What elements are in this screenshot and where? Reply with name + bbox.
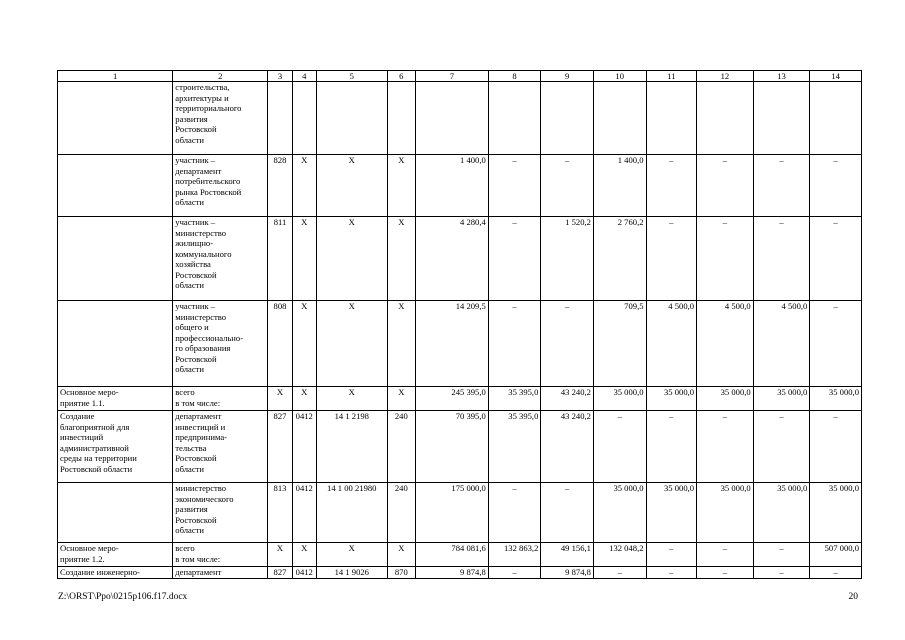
table-cell: 35 000,0 [697,387,754,411]
column-header: 13 [753,71,810,82]
table-cell: 0412 [292,411,316,483]
table-cell: – [488,301,541,387]
table-cell: всего в том числе: [173,387,268,411]
table-cell: 4 500,0 [697,301,754,387]
table-cell: – [810,217,862,301]
table-cell: X [316,301,387,387]
table-cell: – [593,567,646,579]
table-cell: 245 395,0 [415,387,488,411]
table-cell: 132 048,2 [593,543,646,567]
table-row [58,387,862,411]
table-cell: 14 209,5 [415,301,488,387]
table-cell: – [646,217,697,301]
table-cell: X [316,155,387,217]
table-cell: – [541,483,594,543]
table-cell: 2 760,2 [593,217,646,301]
column-header: 4 [292,71,316,82]
table-cell: 784 081,6 [415,543,488,567]
table-cell: – [488,483,541,543]
table-cell: 70 395,0 [415,411,488,483]
table-cell: 4 280,4 [415,217,488,301]
table-cell: министерство экономического развития Ростовской области [173,483,268,543]
table-cell [415,82,488,155]
table-row [58,411,862,483]
table-cell: 1 400,0 [593,155,646,217]
table-cell: департамент инвестиций и предпринима- тельства Ростовской области [173,411,268,483]
table-cell [646,82,697,155]
table-cell: – [541,155,594,217]
table-cell: – [753,155,810,217]
table-cell: – [593,411,646,483]
table-cell: 49 156,1 [541,543,594,567]
table-cell: 828 [268,155,292,217]
table-cell: 9 874,8 [415,567,488,579]
table-cell: X [387,155,415,217]
table-cell: 14 1 00 21980 [316,483,387,543]
table-cell [810,82,862,155]
table-cell [488,82,541,155]
file-path: Z:\ORST\Ppo\0215p106.f17.docx [58,592,188,602]
table-cell: 827 [268,411,292,483]
table-cell: 35 000,0 [810,387,862,411]
table-cell: – [810,301,862,387]
table-cell: 35 000,0 [646,483,697,543]
table-cell [268,82,292,155]
table-cell: X [387,301,415,387]
column-header: 6 [387,71,415,82]
table-cell: 507 000,0 [810,543,862,567]
column-header: 12 [697,71,754,82]
table-cell [316,82,387,155]
table-cell: 35 000,0 [810,483,862,543]
table-cell: X [268,543,292,567]
table-cell: X [316,387,387,411]
table-cell: – [646,567,697,579]
table-cell: X [316,217,387,301]
table-cell: 132 863,2 [488,543,541,567]
table-cell [58,155,173,217]
table-cell: – [646,411,697,483]
table-cell: 35 000,0 [753,483,810,543]
table-cell: 240 [387,411,415,483]
table-cell: 827 [268,567,292,579]
table-cell: 43 240,2 [541,411,594,483]
table-cell: X [292,155,316,217]
table-row [58,82,862,155]
table-cell: 35 000,0 [646,387,697,411]
table-cell [387,82,415,155]
table-cell: X [292,387,316,411]
table-cell: всего в том числе: [173,543,268,567]
table-cell: Создание инженерно- [58,567,173,579]
table-cell: – [753,411,810,483]
table-cell [58,217,173,301]
table-cell: департамент [173,567,268,579]
table-cell: – [697,155,754,217]
column-header: 14 [810,71,862,82]
table-cell: 808 [268,301,292,387]
table-cell: – [753,543,810,567]
table-cell: 35 000,0 [753,387,810,411]
page-number: 20 [848,592,858,602]
column-header: 1 [58,71,173,82]
table-cell: 9 874,8 [541,567,594,579]
column-header: 8 [488,71,541,82]
table-cell: – [753,567,810,579]
table-cell: 4 500,0 [646,301,697,387]
table-cell: 35 000,0 [697,483,754,543]
table-cell [593,82,646,155]
table-cell: участник – министерство жилищно- коммунального хозяйства Ростовской области [173,217,268,301]
table-cell: – [488,217,541,301]
column-header: 11 [646,71,697,82]
table-cell: – [541,301,594,387]
table-cell [58,301,173,387]
column-header: 9 [541,71,594,82]
column-header: 2 [173,71,268,82]
table-cell: 0412 [292,567,316,579]
table-cell: X [268,387,292,411]
table-cell: – [488,155,541,217]
column-header: 10 [593,71,646,82]
column-header: 5 [316,71,387,82]
table-cell: X [387,543,415,567]
table-cell: – [488,567,541,579]
table-cell: 14 1 9026 [316,567,387,579]
table-cell [753,82,810,155]
table-cell: X [387,217,415,301]
table-row [58,217,862,301]
table-cell: – [810,411,862,483]
table-cell: – [697,543,754,567]
budget-table [57,70,862,579]
table-cell: – [810,567,862,579]
table-cell: 4 500,0 [753,301,810,387]
table-cell: X [292,301,316,387]
header-row [58,71,862,82]
table-cell [697,82,754,155]
table-cell [541,82,594,155]
table-cell: 813 [268,483,292,543]
table-cell: Основное меро- приятие 1.1. [58,387,173,411]
table-cell: Создание благоприятной для инвестиций административной среды на территории Ростовской области [58,411,173,483]
table-row [58,483,862,543]
table-cell: – [810,155,862,217]
table-cell: – [646,543,697,567]
table-cell: 240 [387,483,415,543]
column-header: 3 [268,71,292,82]
table-cell [58,483,173,543]
table-cell: – [697,567,754,579]
table-cell: – [697,411,754,483]
table-row [58,543,862,567]
table-row [58,567,862,579]
table-row [58,301,862,387]
table-cell [58,82,173,155]
table-cell: – [646,155,697,217]
table-cell [292,82,316,155]
table-cell: X [316,543,387,567]
table-cell: – [753,217,810,301]
table-cell: 35 395,0 [488,411,541,483]
table-cell: X [292,543,316,567]
table-cell: X [387,387,415,411]
table-cell: 35 000,0 [593,483,646,543]
table-cell: 43 240,2 [541,387,594,411]
column-header: 7 [415,71,488,82]
table-cell: 14 1 2198 [316,411,387,483]
table-cell: участник – министерство общего и профессионально- го образования Ростовской области [173,301,268,387]
table-cell: 0412 [292,483,316,543]
table-cell: 1 520,2 [541,217,594,301]
table-cell: 35 000,0 [593,387,646,411]
table-cell: 709,5 [593,301,646,387]
table-cell: Основное меро- приятие 1.2. [58,543,173,567]
table-cell: – [697,217,754,301]
table-cell: 811 [268,217,292,301]
table-cell: 1 400,0 [415,155,488,217]
table-row [58,155,862,217]
table-cell: 35 395,0 [488,387,541,411]
table-cell: участник – департамент потребительского рынка Ростовской области [173,155,268,217]
table-cell: строительства, архитектуры и территориального развития Ростовской области [173,82,268,155]
table-cell: X [292,217,316,301]
table-cell: 175 000,0 [415,483,488,543]
table-cell: 870 [387,567,415,579]
